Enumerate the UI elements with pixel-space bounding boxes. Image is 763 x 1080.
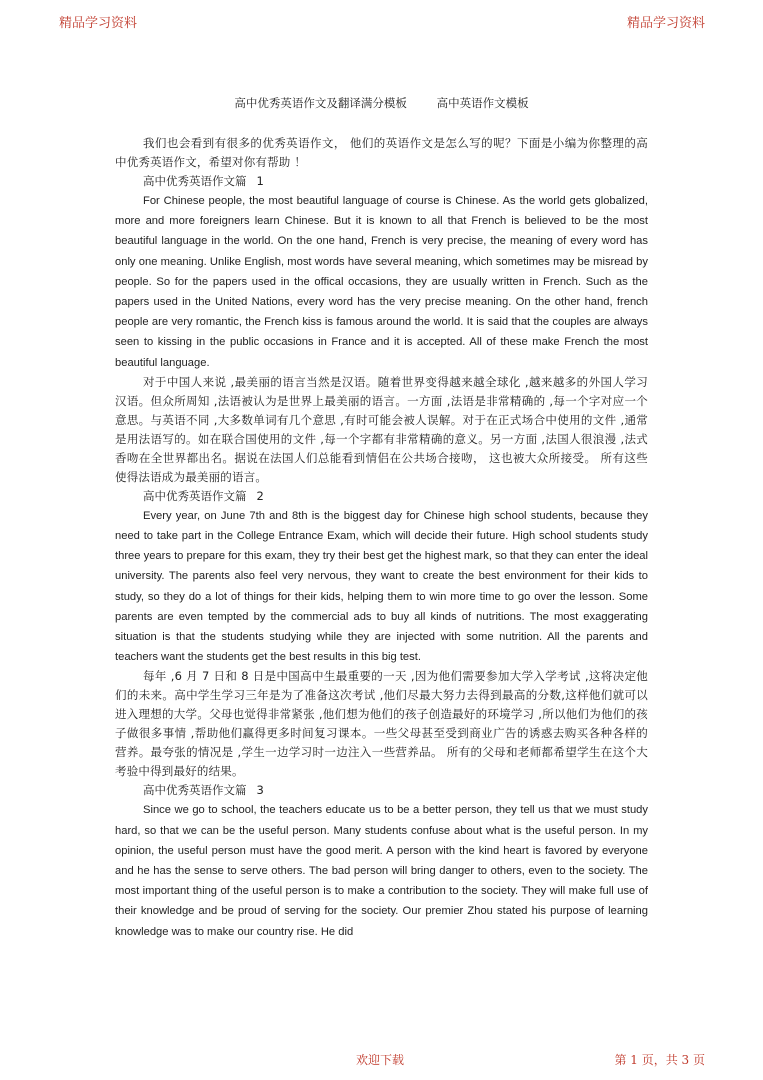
document-body [115,134,648,942]
essay-heading-text: 高中优秀英语作文篇 [143,783,247,798]
essay-number: 1 [256,174,264,188]
essay-1-chinese: 对于中国人来说 ,最美丽的语言当然是汉语。随着世界变得越来越全球化 ,越来越多的外国人学习汉语。但众所周知 ,法语被认为是世界上最美丽的语言。一方面 ,法语是非常精确的 ,每一个字对应一个意思。与英语不同 ,大多数单词有几个意思 ,有时可能会被人误解。对于在正式场合中使用的文件 ,通常是用法语写的。如在联合国使用的文件 ,每一个字都有非常精确的意义。另一方面 ,法国人很浪漫 ,法式香吻在全世界都出名。据说在法国人们总能看到情侣在公共场合接吻， 这也被大众所接受。 所有这些使得法语成为最美丽的语言。 [115,374,648,484]
header-left-label: 精品学习资料 [59,16,138,31]
footer-page-info: 第 1 页，共 3 页 [614,1053,705,1067]
essay-heading-1 [115,172,648,191]
essay-3-english: Since we go to school, the teachers educate us to be a better person, they tell us that we must study hard, so that we can be the useful person. Many students confuse about what is the useful person. In my opinion, the useful person must have the good merit. A person with the kind heart is favored by everyone and he has the sense to serve others. The bad person will bring danger to others, even to the society. The most important thing of the useful person is to make a contribution to the society. They will make full use of their knowledge and be proud of serving for the society. Our premier Zhou stated his purpose of learning knowledge was to make our country rise. He did [115,804,648,938]
essay-heading-text: 高中优秀英语作文篇 [143,488,247,503]
essay-2-chinese: 每年 ,6 月 7 日和 8 日是中国高中生最重要的一天 ,因为他们需要参加大学入学考试 ,这将决定他们的未来。高中学生学习三年是为了准备这次考试 ,他们尽最大努力去得到最高的分数,这样他们就可以进入理想的大学。父母也觉得非常紧张 ,他们想为他们的孩子创造最好的环境学习 ,所以他们为他们的孩子做很多事情 ,帮助他们赢得更多时间复习课本。一些父母甚至受到商业广告的诱惑去购买各种各样的营养。最夸张的情况是 ,学生一边学习时一边注入一些营养品。 所有的父母和老师都希望学生在这个大考验中得到最好的结果。 [115,669,648,779]
essay-number: 2 [256,488,264,503]
essay-1-english: For Chinese people, the most beautiful language of course is Chinese. As the world gets globalized, more and more foreigners learn Chinese. But it is known to all that French is believed to be the most beautiful language in the world. On the one hand, French is very precise, the meaning of every word has only one meaning. Unlike English, most words have several meaning, which sometimes may be misread by people. So for the papers used in the offical occasions, they are usually written in French. Such as the papers used in the United Nations, every word has the very precise meaning. On the other hand, french people are very romantic, the French kiss is famous around the world. It is said that the couples are always seen to kissing in the public occasions in France and it is accepted. All of these make French the most beautiful language. [115,195,648,369]
document-title: 高中优秀英语作文及翻译满分模板 高中英语作文模板 [234,96,529,110]
header-right-label: 精品学习资料 [626,16,705,31]
essay-heading-2 [115,487,648,506]
essay-number: 3 [256,783,264,798]
essay-heading-text: 高中优秀英语作文篇 [143,174,247,188]
intro-paragraph: 我们也会看到有很多的优秀英语作文， 他们的英语作文是怎么写的呢？下面是小编为你整理的高中优秀英语作文，希望对你有帮助 ！ [115,136,648,169]
essay-heading-3 [115,781,648,800]
footer-download-label: 欢迎下载 [356,1053,405,1067]
essay-2-english: Every year, on June 7th and 8th is the biggest day for Chinese high school students, because they need to take part in the College Entrance Exam, which will decide their future. High school students study three years to prepare for this exam, they try their best get the highest mark, so that they can enter the ideal university. The parents also feel very nervous, they want to create the best environment for their kids to study, so they do a lot of things for their kids, helping them to win more time to go over the lesson. Some parents are even tempted by the commercial ads to buy all kinds of nutritions. The most exaggerating situation is that the students studying while they are injected with some nutrition. All the parents and teachers want the students get the best results in this big test. [115,509,648,664]
